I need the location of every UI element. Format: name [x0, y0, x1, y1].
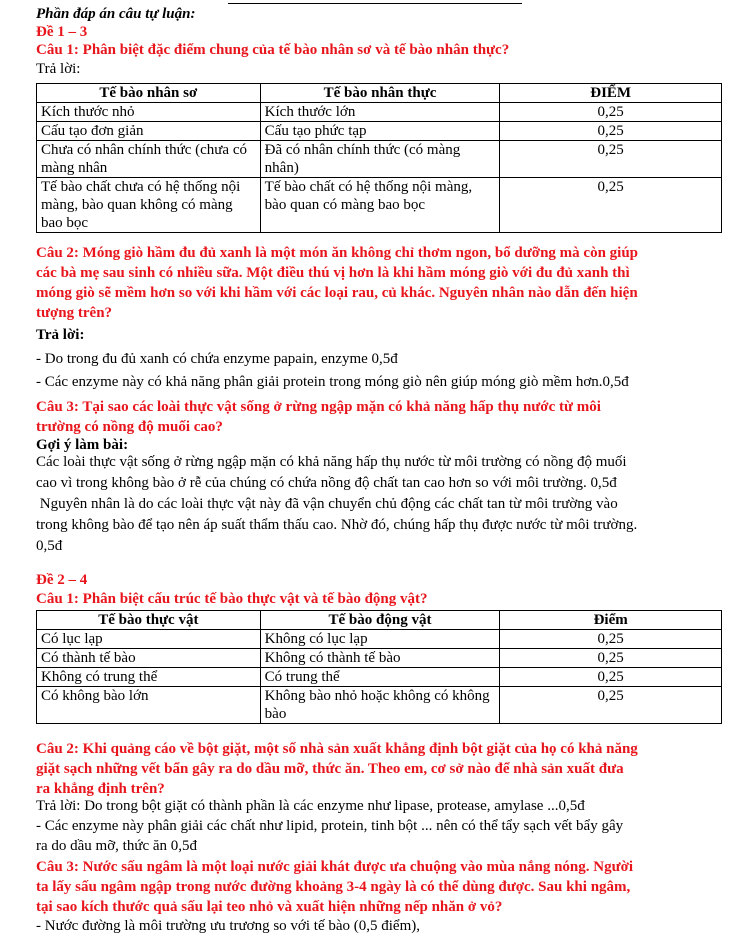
table-row: [37, 630, 722, 649]
table-cell: Tế bào chất chưa có hệ thống nội màng, bào quan không có màng bao bọc: [37, 178, 261, 233]
question-line: trường có nồng độ muối cao?: [36, 419, 223, 435]
set2-label: Đề 2 – 4: [36, 572, 88, 588]
table-row: [37, 649, 722, 668]
set2-q3-question: [36, 857, 726, 917]
question-line: các bà mẹ sau sinh có nhiều sữa. Một điều thú vị hơn là khi hầm móng giò với đu đủ xanh thì: [36, 265, 630, 281]
table-cell-points: 0,25: [500, 178, 722, 233]
question-line: Câu 2: Khi quảng cáo về bột giặt, một số nhà sản xuất khẳng định bột giặt của họ có khả năng: [36, 741, 638, 757]
set2-q1-question: Câu 1: Phân biệt cấu trúc tế bào thực vật và tế bào động vật?: [36, 591, 428, 607]
table-cell: Không bào nhỏ hoặc không có không bào: [260, 687, 500, 724]
question-line: ta lấy sấu ngâm ngập trong nước đường khoảng 3-4 ngày là có thể dùng được. Sau khi ngâm,: [36, 879, 631, 895]
set2-q2-question: [36, 739, 726, 799]
question-line: ra khẳng định trên?: [36, 781, 165, 797]
table-cell-points: 0,25: [500, 630, 722, 649]
table-cell: Tế bào chất có hệ thống nội màng, bào quan có màng bao bọc: [260, 178, 500, 233]
table-row: [37, 103, 722, 122]
question-line: Câu 3: Tại sao các loài thực vật sống ở rừng ngập mặn có khả năng hấp thụ nước từ môi: [36, 399, 601, 415]
answer-line: Các loài thực vật sống ở rừng ngập mặn có khả năng hấp thụ nước từ môi trường có nồng độ muối: [36, 454, 627, 470]
table-row: [37, 178, 722, 233]
table-cell: Cấu tạo đơn giản: [37, 122, 261, 141]
answer-line: - Các enzyme này phân giải các chất như lipid, protein, tinh bột ... nên có thể tẩy sạch vết bẩy gây: [36, 818, 624, 834]
question-line: Câu 2: Móng giò hầm đu đủ xanh là một món ăn không chỉ thơm ngon, bổ dưỡng mà còn giúp: [36, 245, 639, 261]
table-cell: Không có trung thể: [37, 668, 261, 687]
table-row: [37, 141, 722, 178]
answer-line: 0,5đ: [36, 538, 63, 554]
table-cell-points: 0,25: [500, 122, 722, 141]
question-line: móng giò sẽ mềm hơn so với khi hầm với các loại rau, củ khác. Nguyên nhân nào dẫn đến hiện: [36, 285, 638, 301]
set1-q2-answer-2: - Các enzyme này có khả năng phân giải protein trong móng giò nên giúp móng giò mềm hơn.0,5đ: [36, 374, 629, 390]
set1-q3-question: [36, 397, 722, 437]
table-cell-points: 0,25: [500, 687, 722, 724]
table-cell: Chưa có nhân chính thức (chưa có màng nhân: [37, 141, 261, 178]
table-header-cell: Điểm: [500, 611, 722, 630]
answer-line: ra do dầu mỡ, thức ăn 0,5đ: [36, 838, 198, 854]
table-cell-points: 0,25: [500, 103, 722, 122]
top-rule: [228, 3, 522, 4]
table-header-cell: ĐIỂM: [500, 84, 722, 103]
table-cell: Có không bào lớn: [37, 687, 261, 724]
set1-label: Đề 1 – 3: [36, 24, 88, 40]
section-title: Phần đáp án câu tự luận:: [36, 6, 196, 22]
answer-line: Nguyên nhân là do các loài thực vật này đã vận chuyển chủ động các chất tan từ môi trường vào: [36, 496, 618, 512]
table-row: [37, 687, 722, 724]
set2-q3-answer-1: - Nước đường là môi trường ưu trương so với tế bào (0,5 điểm),: [36, 918, 421, 934]
table-row: [37, 122, 722, 141]
table-header-cell: Tế bào động vật: [260, 611, 500, 630]
table-cell: Có thành tế bào: [37, 649, 261, 668]
set1-q3-hint-label: Gợi ý làm bài:: [36, 437, 129, 453]
table-cell-points: 0,25: [500, 649, 722, 668]
table-cell: Kích thước lớn: [260, 103, 500, 122]
table-cell: Có trung thể: [260, 668, 500, 687]
table-cell: Kích thước nhỏ: [37, 103, 261, 122]
table-cell-points: 0,25: [500, 668, 722, 687]
set1-q1-question: Câu 1: Phân biệt đặc điểm chung của tế bào nhân sơ và tế bào nhân thực?: [36, 42, 510, 58]
table-header-row: [37, 611, 722, 630]
question-line: Câu 3: Nước sấu ngâm là một loại nước giải khát được ưa chuộng vào mùa nắng nóng. Người: [36, 859, 634, 875]
table-header-cell: Tế bào thực vật: [37, 611, 261, 630]
set1-q2-answer-label: Trả lời:: [36, 327, 85, 343]
table-cell: Không có thành tế bào: [260, 649, 500, 668]
table-row: [37, 668, 722, 687]
set2-q2-answer: [36, 796, 726, 856]
table-header-row: [37, 84, 722, 103]
set1-q2-answer-1: - Do trong đu đủ xanh có chứa enzyme papain, enzyme 0,5đ: [36, 351, 398, 367]
set1-q1-answer-label: Trả lời:: [36, 61, 81, 77]
answer-line: cao vì trong không bào ở rễ của chúng có chứa nồng độ chất tan cao hơn so với môi trường. 0,5đ: [36, 475, 617, 491]
table-cell: Có lục lạp: [37, 630, 261, 649]
answer-line: trong không bào để tạo nên áp suất thẩm thấu cao. Nhờ đó, chúng hấp thụ được nước từ môi trường.: [36, 517, 638, 533]
question-line: tại sao kích thước quả sấu lại teo nhỏ và xuất hiện những nếp nhăn ở vỏ?: [36, 899, 503, 915]
set1-q2-question: [36, 243, 722, 323]
set1-q3-answer: [36, 452, 726, 557]
set1-q1-table: [36, 83, 722, 233]
table-cell: Cấu tạo phức tạp: [260, 122, 500, 141]
table-header-cell: Tế bào nhân thực: [260, 84, 500, 103]
question-line: giặt sạch những vết bẩn gây ra do dầu mỡ, thức ăn. Theo em, cơ sở nào để nhà sản xuất đưa: [36, 761, 624, 777]
set2-q1-table: [36, 610, 722, 724]
table-header-cell: Tế bào nhân sơ: [37, 84, 261, 103]
table-cell: Không có lục lạp: [260, 630, 500, 649]
table-cell: Đã có nhân chính thức (có màng nhân): [260, 141, 500, 178]
answer-line: Trả lời: Do trong bột giặt có thành phần là các enzyme như lipase, protease, amylase ...0,5đ: [36, 798, 585, 814]
question-line: tượng trên?: [36, 305, 113, 321]
table-cell-points: 0,25: [500, 141, 722, 178]
